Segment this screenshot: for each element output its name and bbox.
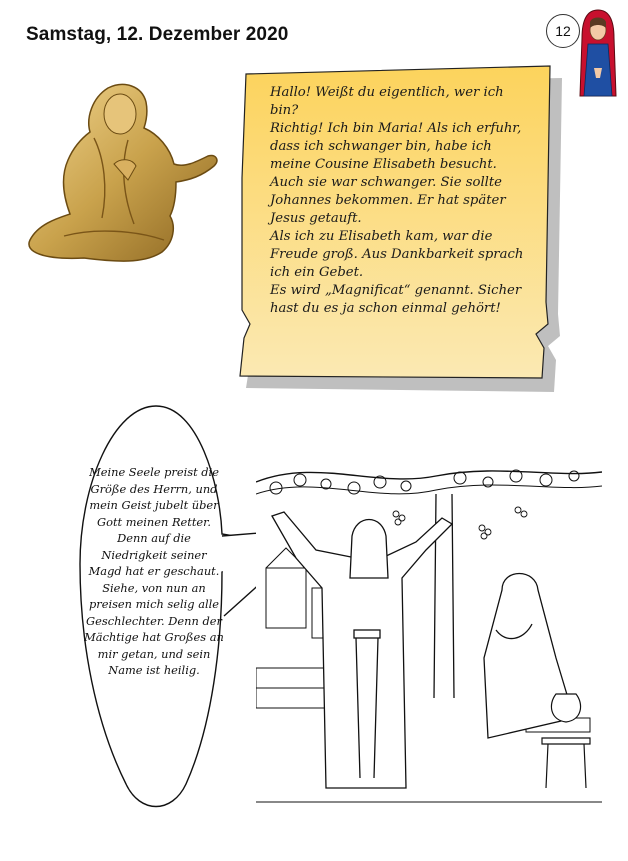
note-text — [270, 84, 532, 318]
statue-icon — [24, 68, 230, 274]
note-line: Als ich zu Elisabeth kam, war die Freude groß. Aus Dankbarkeit sprach ich ein Gebet. — [270, 229, 524, 280]
magnificat-text — [84, 464, 224, 679]
visitation-illustration — [256, 418, 602, 816]
maria-icon — [578, 8, 618, 100]
magnificat-paragraph: Meine Seele preist die Größe des Herrn, und mein Geist jubelt über Gott meinen Retter. Denn auf die Niedrigkeit seiner Magd hat er geschaut. Siehe, von nun an preisen mich selig alle Geschlechter. Denn der Mächtige hat Großes an mir getan, und sein Name ist heilig. — [84, 465, 224, 677]
note-line: Hallo! Weißt du eigentlich, wer ich bin? — [270, 85, 504, 118]
note-line: Richtig! Ich bin Maria! Als ich erfuhr, dass ich schwanger bin, habe ich meine Cousine Elisabeth besucht. Auch sie war schwanger. Sie sollte Johannes bekommen. Er hat später Jesus getauft. — [270, 121, 522, 226]
page-date: Samstag, 12. Dezember 2020 — [26, 24, 289, 45]
day-number-badge: 12 — [546, 14, 580, 48]
note-line: Es wird „Magnificat“ genannt. Sicher hast du es ja schon einmal gehört! — [270, 283, 522, 316]
